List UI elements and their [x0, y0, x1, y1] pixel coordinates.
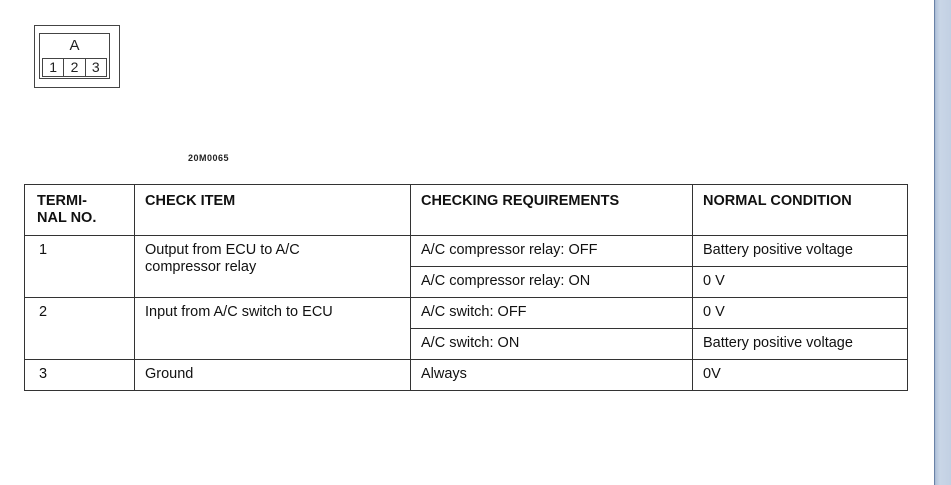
check-item: Ground: [135, 360, 411, 391]
connector-body: [39, 33, 110, 79]
checking-requirement: A/C compressor relay: OFF: [411, 236, 693, 267]
table-row: [25, 236, 908, 267]
terminal-number: 1: [25, 236, 135, 298]
check-item-line1: Output from ECU to A/C: [145, 242, 300, 258]
checking-requirement: A/C compressor relay: ON: [411, 267, 693, 298]
terminal-number: 3: [25, 360, 135, 391]
table-row: [25, 360, 908, 391]
connector-diagram: [34, 25, 120, 88]
table-row: [25, 298, 908, 329]
header-terminal-no: [25, 185, 135, 236]
header-checking-requirements: CHECKING REQUIREMENTS: [411, 185, 693, 236]
header-normal-condition: NORMAL CONDITION: [693, 185, 908, 236]
connector-pin: 2: [63, 59, 84, 76]
normal-condition: Battery positive voltage: [693, 329, 908, 360]
checking-requirement: A/C switch: OFF: [411, 298, 693, 329]
normal-condition: 0 V: [693, 267, 908, 298]
connector-pin: 3: [85, 59, 106, 76]
table-header-row: [25, 185, 908, 236]
connector-label: A: [69, 37, 80, 54]
normal-condition: 0V: [693, 360, 908, 391]
checking-requirement: Always: [411, 360, 693, 391]
checking-requirement: A/C switch: ON: [411, 329, 693, 360]
header-terminal-line2: NAL NO.: [37, 210, 97, 226]
figure-id: 20M0065: [188, 153, 230, 163]
check-item: [135, 236, 411, 298]
check-item: Input from A/C switch to ECU: [135, 298, 411, 360]
connector-pin: 1: [49, 59, 58, 75]
header-terminal-line1: TERMI-: [37, 193, 87, 209]
connector-pins: [42, 58, 107, 77]
header-check-item: CHECK ITEM: [135, 185, 411, 236]
page-edge-shadow: [934, 0, 935, 485]
terminal-number: 2: [25, 298, 135, 360]
normal-condition: 0 V: [693, 298, 908, 329]
terminal-check-table: [24, 184, 908, 391]
normal-condition: Battery positive voltage: [693, 236, 908, 267]
check-item-line2: compressor relay: [145, 259, 257, 275]
viewer-scroll-gutter: [934, 0, 951, 485]
